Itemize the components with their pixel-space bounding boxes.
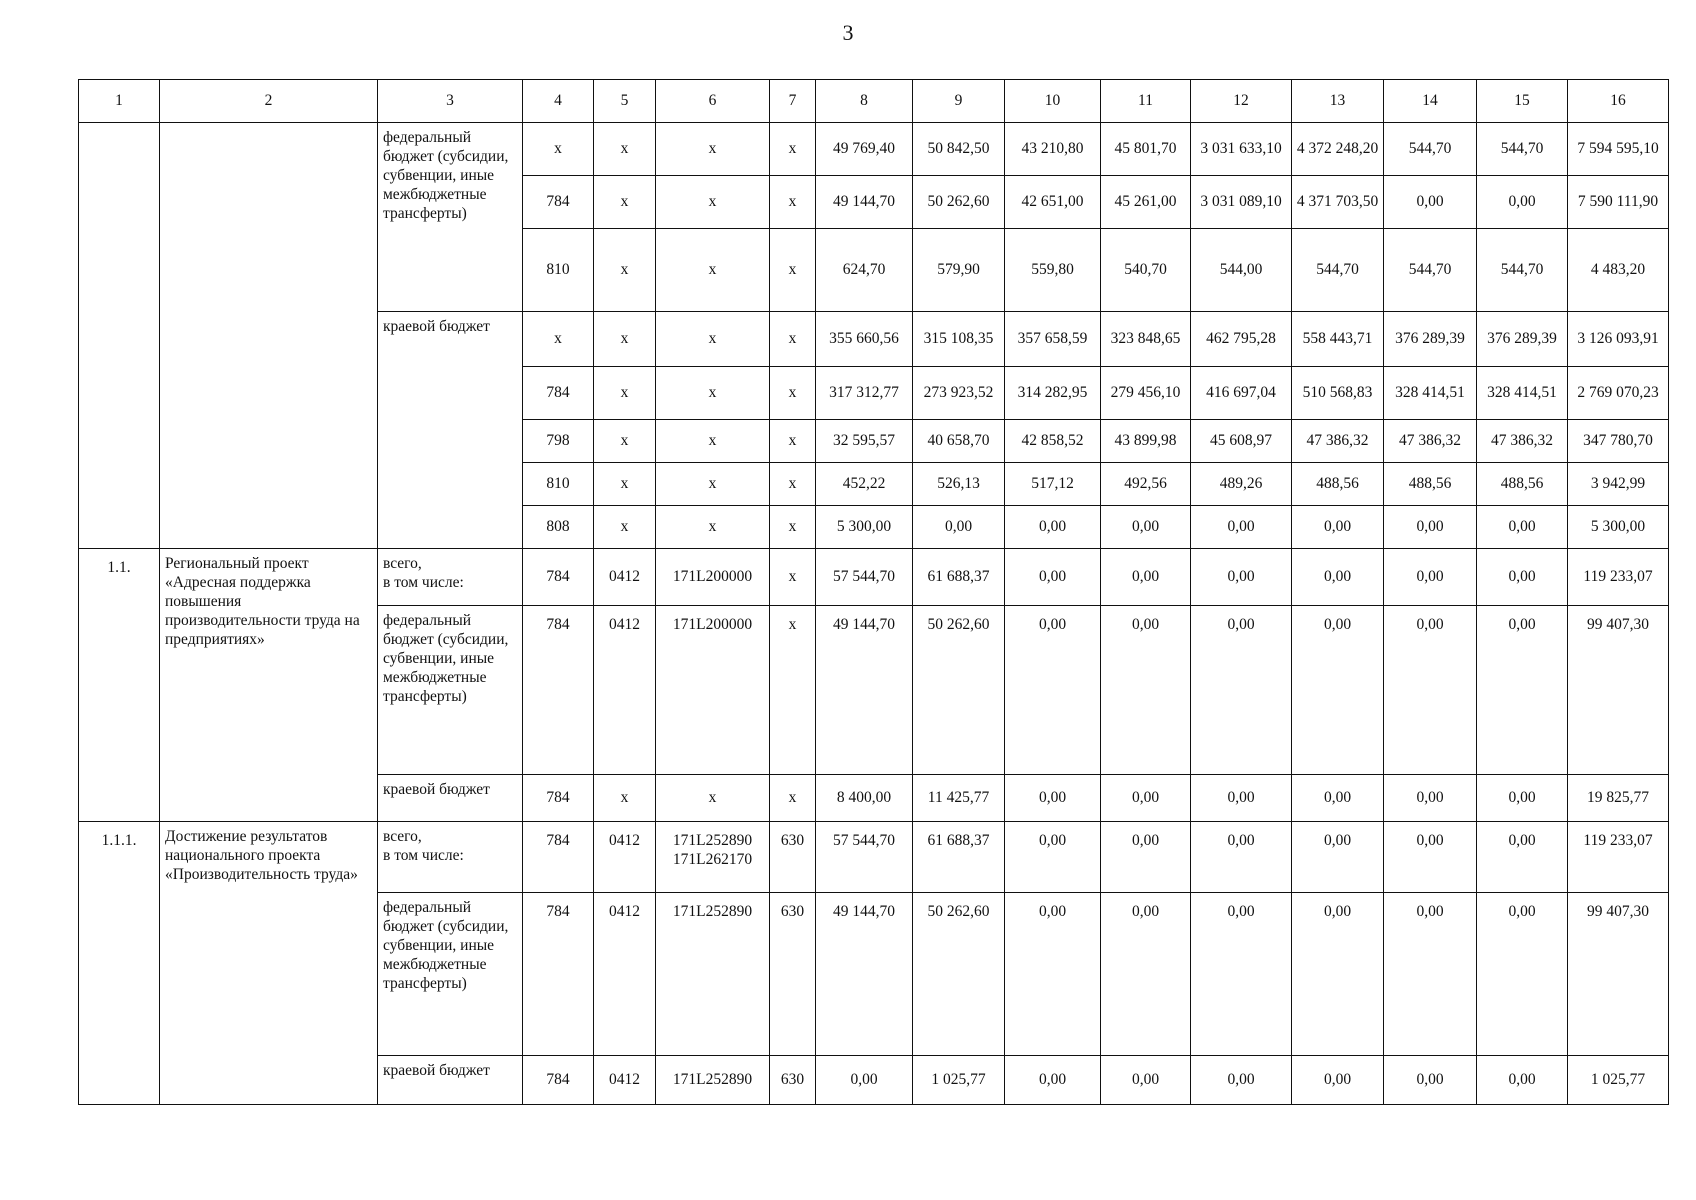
table-cell: 4 372 248,20 — [1292, 123, 1384, 176]
column-header: 12 — [1191, 80, 1292, 123]
table-cell: x — [770, 775, 816, 822]
column-header: 11 — [1101, 80, 1191, 123]
table-cell: 49 144,70 — [816, 176, 913, 229]
budget-table — [78, 79, 1669, 1105]
table-cell: 119 233,07 — [1568, 549, 1669, 606]
table-cell: 784 — [523, 176, 594, 229]
table-cell: 808 — [523, 506, 594, 549]
table-cell: 0,00 — [1477, 506, 1568, 549]
table-cell: 99 407,30 — [1568, 606, 1669, 775]
table-cell: 416 697,04 — [1191, 367, 1292, 420]
table-cell: 357 658,59 — [1005, 312, 1101, 367]
table-cell: 49 769,40 — [816, 123, 913, 176]
table-cell: 0,00 — [1477, 176, 1568, 229]
table-cell: 0,00 — [1384, 549, 1477, 606]
table-cell: x — [594, 420, 656, 463]
table-cell: 47 386,32 — [1477, 420, 1568, 463]
table-cell: 0,00 — [1384, 893, 1477, 1056]
table-cell: 544,70 — [1477, 229, 1568, 312]
table-cell: 798 — [523, 420, 594, 463]
table-cell: 1 025,77 — [913, 1056, 1005, 1105]
table-cell: 544,70 — [1384, 123, 1477, 176]
table-cell: 61 688,37 — [913, 549, 1005, 606]
column-header: 7 — [770, 80, 816, 123]
table-cell: 171L200000 — [656, 606, 770, 775]
table-cell: 488,56 — [1292, 463, 1384, 506]
table-cell: 0,00 — [1384, 822, 1477, 893]
table-cell: 0,00 — [1101, 822, 1191, 893]
table-cell: 0,00 — [1384, 176, 1477, 229]
column-header: 8 — [816, 80, 913, 123]
table-cell: 50 262,60 — [913, 606, 1005, 775]
table-cell: 0,00 — [1384, 775, 1477, 822]
table-cell: 57 544,70 — [816, 822, 913, 893]
table-cell: x — [770, 229, 816, 312]
table-cell: 50 262,60 — [913, 176, 1005, 229]
table-cell: x — [770, 463, 816, 506]
table-cell: 45 261,00 — [1101, 176, 1191, 229]
table-cell: 544,70 — [1477, 123, 1568, 176]
table-cell: 4 371 703,50 — [1292, 176, 1384, 229]
table-cell: 49 144,70 — [816, 606, 913, 775]
table-cell: x — [656, 775, 770, 822]
funding-source-federal: федеральный бюджет (субсидии, субвенции, иные межбюджетные трансферты) — [378, 123, 523, 312]
table-cell: 784 — [523, 775, 594, 822]
table-cell: 0,00 — [1477, 775, 1568, 822]
column-header: 9 — [913, 80, 1005, 123]
table-cell: 0,00 — [1101, 1056, 1191, 1105]
column-header: 1 — [79, 80, 160, 123]
table-cell: 630 — [770, 893, 816, 1056]
table-cell: 11 425,77 — [913, 775, 1005, 822]
table-cell: 0412 — [594, 1056, 656, 1105]
table-cell: 0,00 — [1477, 549, 1568, 606]
table-cell: x — [523, 312, 594, 367]
table-cell: 544,00 — [1191, 229, 1292, 312]
table-cell: 0,00 — [1005, 822, 1101, 893]
funding-source-regional: краевой бюджет — [378, 775, 523, 822]
table-cell: 489,26 — [1191, 463, 1292, 506]
table-cell: x — [594, 367, 656, 420]
table-cell: 43 210,80 — [1005, 123, 1101, 176]
table-cell: 314 282,95 — [1005, 367, 1101, 420]
table-cell: 544,70 — [1292, 229, 1384, 312]
table-cell: 0,00 — [1477, 893, 1568, 1056]
table-cell: 784 — [523, 1056, 594, 1105]
table-cell: 273 923,52 — [913, 367, 1005, 420]
funding-source-total — [378, 549, 523, 606]
including-label: в том числе: — [383, 573, 464, 591]
funding-source-regional: краевой бюджет — [378, 312, 523, 549]
table-cell: 45 801,70 — [1101, 123, 1191, 176]
table-cell: 0412 — [594, 893, 656, 1056]
table-cell: 526,13 — [913, 463, 1005, 506]
table-cell: 328 414,51 — [1477, 367, 1568, 420]
table-cell: x — [594, 506, 656, 549]
table-cell: x — [656, 229, 770, 312]
table-cell: 784 — [523, 606, 594, 775]
table-cell: 171L252890 — [656, 893, 770, 1056]
section-name: Региональный проект «Адресная поддержка повышения производительности труда на предприятиях» — [160, 549, 378, 822]
table-cell: 50 262,60 — [913, 893, 1005, 1056]
table-cell: 0,00 — [1292, 606, 1384, 775]
table-cell: x — [594, 123, 656, 176]
table-cell: 630 — [770, 822, 816, 893]
table-cell: 0,00 — [1191, 893, 1292, 1056]
table-cell: 579,90 — [913, 229, 1005, 312]
table-cell: x — [594, 176, 656, 229]
table-cell: 0,00 — [1191, 506, 1292, 549]
empty-cell — [160, 123, 378, 549]
column-header: 15 — [1477, 80, 1568, 123]
table-cell: 0,00 — [913, 506, 1005, 549]
table-cell: 810 — [523, 229, 594, 312]
table-cell: 0,00 — [1101, 549, 1191, 606]
table-cell: 462 795,28 — [1191, 312, 1292, 367]
table-cell: 0412 — [594, 822, 656, 893]
table-cell: x — [523, 123, 594, 176]
table-cell: 376 289,39 — [1477, 312, 1568, 367]
column-header: 6 — [656, 80, 770, 123]
section-number: 1.1.1. — [79, 822, 160, 1105]
table-cell: 2 769 070,23 — [1568, 367, 1669, 420]
table-cell: 0,00 — [1005, 775, 1101, 822]
table-row — [79, 123, 1669, 176]
table-cell: 0,00 — [1191, 1056, 1292, 1105]
section-name: Достижение результатов национального проекта «Производительность труда» — [160, 822, 378, 1105]
table-cell: 0,00 — [1384, 506, 1477, 549]
table-cell: 0,00 — [1101, 506, 1191, 549]
table-cell: 0,00 — [1477, 606, 1568, 775]
total-label: всего, — [383, 828, 422, 845]
empty-cell — [79, 123, 160, 549]
table-cell: 0,00 — [1384, 606, 1477, 775]
table-cell: x — [770, 312, 816, 367]
table-cell: x — [770, 176, 816, 229]
table-cell: 558 443,71 — [1292, 312, 1384, 367]
table-cell: 19 825,77 — [1568, 775, 1669, 822]
table-cell: 279 456,10 — [1101, 367, 1191, 420]
column-header: 4 — [523, 80, 594, 123]
table-cell: 0,00 — [1005, 549, 1101, 606]
table-cell: 49 144,70 — [816, 893, 913, 1056]
funding-source-federal: федеральный бюджет (субсидии, субвенции, иные межбюджетные трансферты) — [378, 606, 523, 775]
table-cell: 7 590 111,90 — [1568, 176, 1669, 229]
table-cell: 47 386,32 — [1384, 420, 1477, 463]
table-cell: 488,56 — [1477, 463, 1568, 506]
page-number: 3 — [842, 20, 854, 45]
table-cell: 355 660,56 — [816, 312, 913, 367]
table-cell: 0412 — [594, 549, 656, 606]
table-cell: 0,00 — [1292, 549, 1384, 606]
table-cell: 43 899,98 — [1101, 420, 1191, 463]
table-cell: 171L200000 — [656, 549, 770, 606]
table-cell: 5 300,00 — [816, 506, 913, 549]
table-cell: 47 386,32 — [1292, 420, 1384, 463]
table-cell: 376 289,39 — [1384, 312, 1477, 367]
table-cell: 4 483,20 — [1568, 229, 1669, 312]
table-cell: 0,00 — [1101, 775, 1191, 822]
table-cell: 328 414,51 — [1384, 367, 1477, 420]
table-cell: x — [594, 229, 656, 312]
table-cell: 544,70 — [1384, 229, 1477, 312]
table-cell: 323 848,65 — [1101, 312, 1191, 367]
table-cell: 0,00 — [1005, 1056, 1101, 1105]
table-cell: 0,00 — [1292, 1056, 1384, 1105]
column-header: 16 — [1568, 80, 1669, 123]
table-cell: 452,22 — [816, 463, 913, 506]
table-cell: 315 108,35 — [913, 312, 1005, 367]
table-cell: 0,00 — [1292, 893, 1384, 1056]
table-cell: x — [594, 775, 656, 822]
table-row — [79, 549, 1669, 606]
table-cell: 40 658,70 — [913, 420, 1005, 463]
table-cell: 42 858,52 — [1005, 420, 1101, 463]
table-cell: 517,12 — [1005, 463, 1101, 506]
table-cell: 559,80 — [1005, 229, 1101, 312]
table-cell: 347 780,70 — [1568, 420, 1669, 463]
table-cell: x — [594, 463, 656, 506]
section-number: 1.1. — [79, 549, 160, 822]
funding-source-total — [378, 822, 523, 893]
table-cell: x — [594, 312, 656, 367]
table-cell: 317 312,77 — [816, 367, 913, 420]
table-cell: 0,00 — [1005, 606, 1101, 775]
table-cell: 810 — [523, 463, 594, 506]
table-cell: 45 608,97 — [1191, 420, 1292, 463]
column-header: 3 — [378, 80, 523, 123]
table-cell: x — [770, 420, 816, 463]
table-cell: 61 688,37 — [913, 822, 1005, 893]
total-label: всего, — [383, 555, 422, 572]
table-cell: 99 407,30 — [1568, 893, 1669, 1056]
table-cell: 492,56 — [1101, 463, 1191, 506]
table-cell: 0,00 — [1101, 893, 1191, 1056]
table-cell: 0,00 — [1292, 506, 1384, 549]
table-cell: 0,00 — [1477, 822, 1568, 893]
table-cell: 488,56 — [1384, 463, 1477, 506]
table-cell: 57 544,70 — [816, 549, 913, 606]
table-cell: 784 — [523, 549, 594, 606]
table-cell: x — [770, 123, 816, 176]
table-cell: 3 126 093,91 — [1568, 312, 1669, 367]
table-cell: 0412 — [594, 606, 656, 775]
table-cell: x — [656, 463, 770, 506]
table-cell: 42 651,00 — [1005, 176, 1101, 229]
including-label: в том числе: — [383, 846, 464, 864]
table-cell: 7 594 595,10 — [1568, 123, 1669, 176]
table-cell: 3 942,99 — [1568, 463, 1669, 506]
table-cell: 630 — [770, 1056, 816, 1105]
table-cell: 0,00 — [816, 1056, 913, 1105]
column-header: 5 — [594, 80, 656, 123]
table-cell: x — [656, 420, 770, 463]
table-cell: 510 568,83 — [1292, 367, 1384, 420]
table-cell: 0,00 — [1191, 549, 1292, 606]
column-header: 2 — [160, 80, 378, 123]
funding-source-regional: краевой бюджет — [378, 1056, 523, 1105]
table-cell: 1 025,77 — [1568, 1056, 1669, 1105]
column-header: 13 — [1292, 80, 1384, 123]
table-cell: 784 — [523, 367, 594, 420]
table-cell: x — [656, 367, 770, 420]
table-cell: 0,00 — [1101, 606, 1191, 775]
table-cell: 5 300,00 — [1568, 506, 1669, 549]
table-cell: x — [656, 176, 770, 229]
table-cell: x — [656, 506, 770, 549]
table-cell: 540,70 — [1101, 229, 1191, 312]
table-cell: x — [656, 312, 770, 367]
table-cell: x — [656, 123, 770, 176]
table-cell: 119 233,07 — [1568, 822, 1669, 893]
table-cell: x — [770, 367, 816, 420]
table-cell: 171L252890 — [656, 1056, 770, 1105]
table-cell: 0,00 — [1191, 822, 1292, 893]
table-cell: 8 400,00 — [816, 775, 913, 822]
table-cell: 784 — [523, 893, 594, 1056]
funding-source-federal: федеральный бюджет (субсидии, субвенции, иные межбюджетные трансферты) — [378, 893, 523, 1056]
table-cell: 784 — [523, 822, 594, 893]
table-cell: 50 842,50 — [913, 123, 1005, 176]
table-cell: 0,00 — [1191, 775, 1292, 822]
table-cell: 3 031 633,10 — [1191, 123, 1292, 176]
table-cell: 0,00 — [1005, 893, 1101, 1056]
table-cell: 624,70 — [816, 229, 913, 312]
table-cell: 3 031 089,10 — [1191, 176, 1292, 229]
table-cell: 0,00 — [1005, 506, 1101, 549]
table-cell: 0,00 — [1384, 1056, 1477, 1105]
column-header: 10 — [1005, 80, 1101, 123]
table-cell: 171L252890 171L262170 — [656, 822, 770, 893]
column-header: 14 — [1384, 80, 1477, 123]
table-cell: 0,00 — [1191, 606, 1292, 775]
table-row — [79, 822, 1669, 893]
table-cell: 0,00 — [1292, 822, 1384, 893]
table-cell: 0,00 — [1477, 1056, 1568, 1105]
table-cell: x — [770, 506, 816, 549]
table-cell: 32 595,57 — [816, 420, 913, 463]
table-cell: x — [770, 549, 816, 606]
table-cell: 0,00 — [1292, 775, 1384, 822]
table-cell: x — [770, 606, 816, 775]
header-row — [79, 80, 1669, 123]
